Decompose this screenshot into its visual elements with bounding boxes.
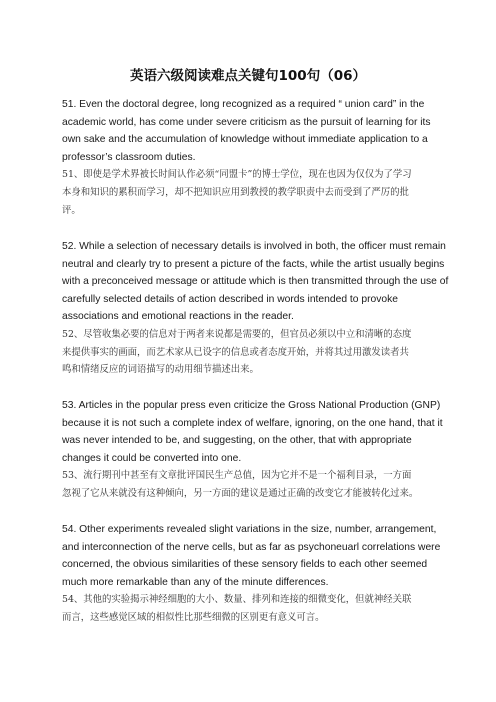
paragraph-52 [62, 238, 449, 379]
english-line: changes it could be converted into one. [62, 452, 242, 464]
english-line: concerned, the obvious similarities of these sensory fields to each other seemed [62, 559, 428, 571]
english-line: 52. While a selection of necessary details is involved in both, the officer must remain [62, 241, 446, 252]
paragraph-54 [62, 521, 442, 627]
english-line: 51. Even the doctoral degree, long recognized as a required “ union card” in the [62, 99, 425, 110]
chinese-line: 来提供事实的画面，而艺术家从已设字的信息或者态度开始，并将其过用激发读者共 [62, 346, 409, 358]
english-line: was never intended to be, and suggesting, on the other, that with appropriate [62, 435, 412, 447]
chinese-line: 鸣和情绪反应的词语描写的动用细节描述出来。 [62, 364, 259, 376]
english-line: and interconnection of the nerve cells, but as far as psychoneuarl correlations were [62, 541, 441, 553]
paragraph-53 [62, 397, 442, 503]
english-line: 53. Articles in the popular press even criticize the Gross National Production (GNP) [62, 400, 441, 411]
english-line: academic world, has come under severe criticism as the pursuit of learning for its [62, 116, 431, 128]
chinese-line: 忽视了它从来就没有这种倾向，另一方面的建议是通过正确的改变它才能被转化过来。 [62, 487, 419, 499]
chinese-line: 54、其他的实验揭示神经细胞的大小、数量、排列和连接的细微变化，但就神经关联 [62, 594, 412, 606]
chinese-line: 52、尽管收集必要的信息对于两者来说都是需要的，但官员必须以中立和清晰的态度 [62, 328, 412, 340]
chinese-line: 53、流行期刊中甚至有文章批评国民生产总值，因为它并不是一个福利目录，一方面 [62, 470, 412, 482]
chinese-line: 51、即使是学术界被长时间认作必须“同盟卡”的博士学位，现在也因为仅仅为了学习 [62, 169, 412, 181]
english-line: with a preconceived message or attitude which is then transmitted through the use of [62, 276, 449, 288]
chinese-line: 评。 [62, 204, 81, 216]
english-line: professor’s classroom duties. [62, 151, 196, 163]
chinese-line: 而言，这些感觉区域的相似性比那些细微的区别更有意义可言。 [62, 611, 325, 623]
paragraph-51 [62, 96, 442, 219]
english-line: neutral and clearly try to present a picture of the facts, while the artist usually begins [62, 258, 445, 270]
english-line: own sake and the accumulation of knowledge without immediate application to a [62, 134, 428, 146]
english-line: carefully selected details of action described in words intended to provoke [62, 293, 398, 305]
english-line: associations and emotional reactions in the reader. [62, 311, 294, 323]
english-line: much more remarkable than any of the minute differences. [62, 576, 329, 588]
english-line: because it is not such a complete index of welfare, ignoring, on the one hand, that it [62, 417, 443, 429]
page-title: 英语六级阅读难点关键句100句（06） [130, 68, 366, 84]
english-line: 54. Other experiments revealed slight variations in the size, number, arrangement, [62, 524, 437, 535]
chinese-line: 本身和知识的累积而学习，却不把知识应用到教授的教学职责中去而受到了严厉的批 [62, 186, 409, 198]
